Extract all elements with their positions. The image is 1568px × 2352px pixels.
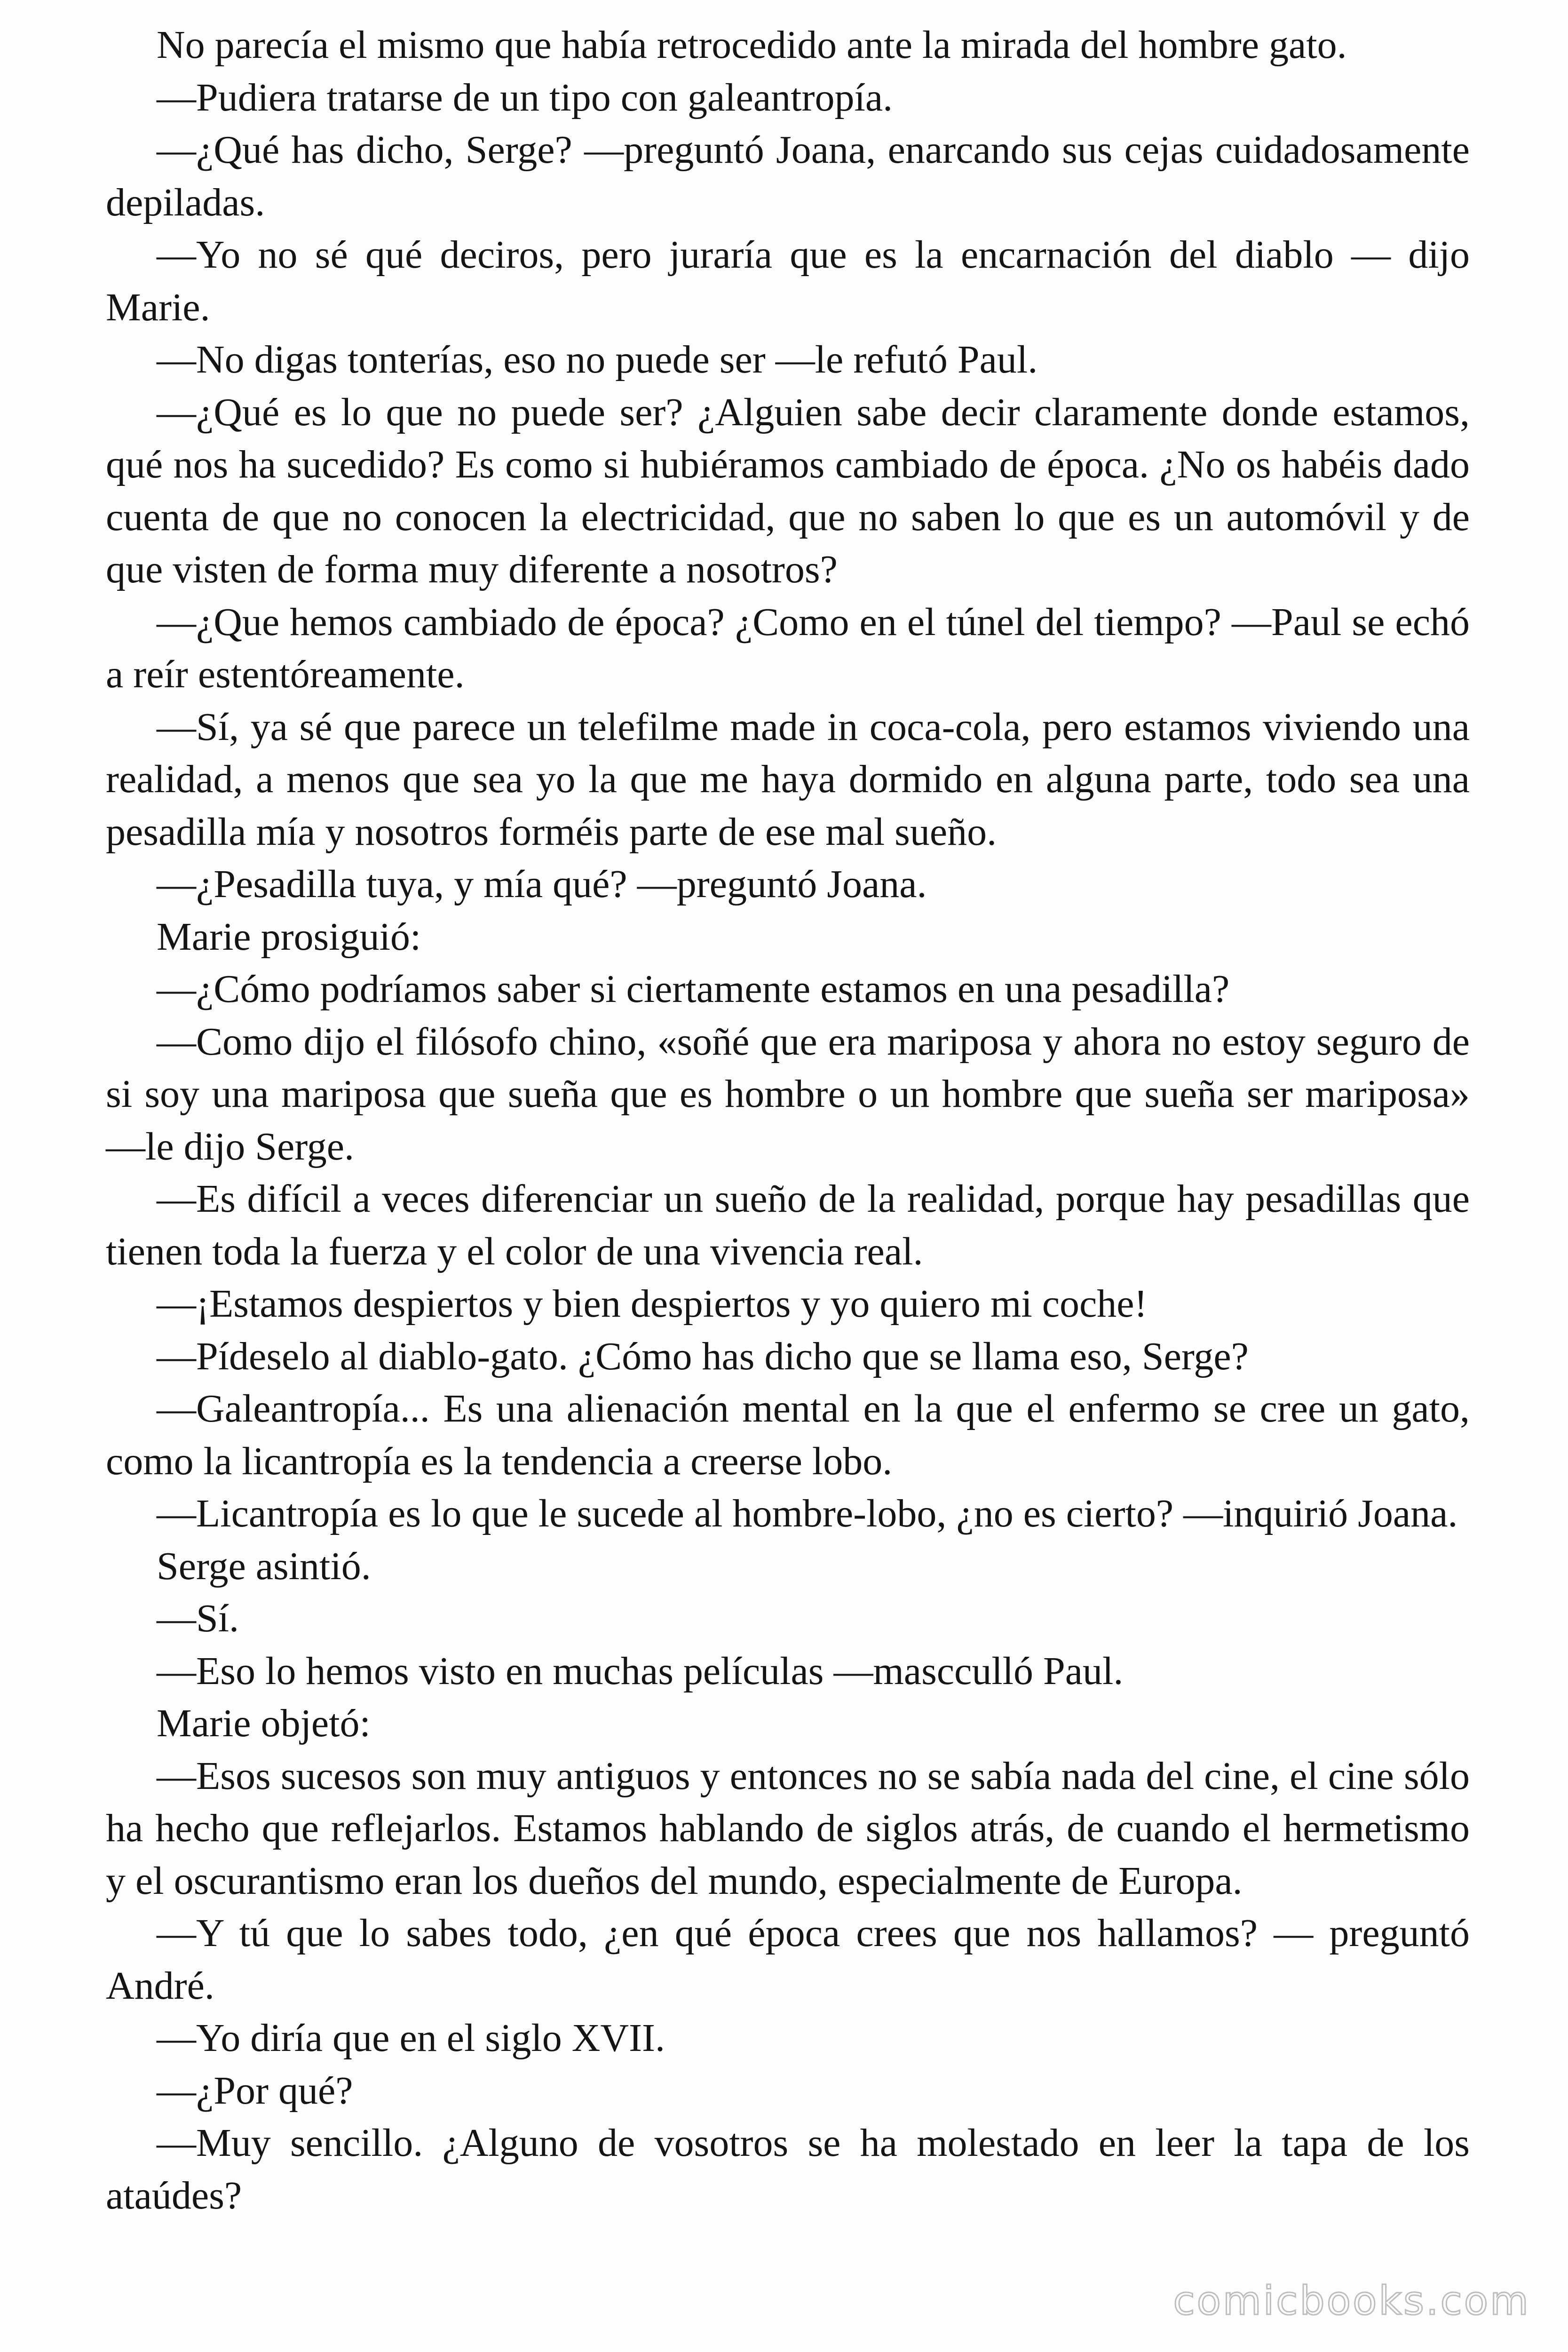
paragraph: —¿Qué es lo que no puede ser? ¿Alguien sabe decir claramente donde estamos, qué nos ha sucedido? Es como si hubiéramos cambiado de época. ¿No os habéis dado cuenta de que no conocen la electricidad, que no saben lo que es un automóvil y de que visten de forma muy diferente a nosotros? — [106, 390, 1470, 591]
paragraph: —Yo no sé qué deciros, pero juraría que es la encarnación del diablo — dijo Marie. — [106, 233, 1470, 329]
paragraph: —Pídeselo al diablo-gato. ¿Cómo has dicho que se llama eso, Serge? — [157, 1334, 1249, 1378]
paragraph: —Galeantropía... Es una alienación mental en la que el enfermo se cree un gato, como la licantropía es la tendencia a creerse lobo. — [106, 1387, 1470, 1483]
watermark: comicbooks.com — [1173, 2278, 1530, 2324]
paragraph: —Eso lo hemos visto en muchas películas —mascculló Paul. — [157, 1649, 1124, 1693]
paragraph: —Sí. — [157, 1597, 239, 1640]
paragraph: —Como dijo el filósofo chino, «soñé que era mariposa y ahora no estoy seguro de si soy una mariposa que sueña que es hombre o un hombre que sueña ser mariposa» —le dijo Serge. — [106, 1019, 1470, 1168]
paragraph: —¿Qué has dicho, Serge? —preguntó Joana, enarcando sus cejas cuidadosamente depiladas. — [106, 128, 1470, 224]
paragraph: Marie prosiguió: — [157, 914, 421, 959]
paragraph: No parecía el mismo que había retrocedido ante la mirada del hombre gato. — [157, 23, 1347, 67]
paragraph: —Y tú que lo sabes todo, ¿en qué época crees que nos hallamos? — preguntó André. — [106, 1911, 1470, 2008]
paragraph: —Muy sencillo. ¿Alguno de vosotros se ha molestado en leer la tapa de los ataúdes? — [106, 2121, 1470, 2217]
paragraph: —¿Cómo podríamos saber si ciertamente estamos en una pesadilla? — [157, 967, 1230, 1011]
paragraph: —Sí, ya sé que parece un telefilme made in coca-cola, pero estamos viviendo una realidad, a menos que sea yo la que me haya dormido en alguna parte, todo sea una pesadilla mía y nosotros forméis parte de ese mal sueño. — [106, 705, 1470, 854]
paragraph: —Es difícil a veces diferenciar un sueño de la realidad, porque hay pesadillas que tienen toda la fuerza y el color de una vivencia real. — [106, 1177, 1470, 1273]
paragraph: —¿Por qué? — [157, 2068, 353, 2113]
paragraph: Serge asintió. — [157, 1544, 371, 1588]
paragraph: —¡Estamos despiertos y bien despiertos y yo quiero mi coche! — [157, 1282, 1148, 1326]
paragraph: —Esos sucesos son muy antiguos y entonces no se sabía nada del cine, el cine sólo ha hecho que reflejarlos. Estamos hablando de siglos atrás, de cuando el hermetismo y el oscurantismo eran los dueños del mundo, especialmente de Europa. — [106, 1754, 1470, 1903]
paragraph: —Pudiera tratarse de un tipo con galeantropía. — [157, 75, 893, 119]
paragraph: Marie objetó: — [157, 1701, 371, 1745]
paragraph: —No digas tonterías, eso no puede ser —le refutó Paul. — [157, 338, 1038, 381]
paragraph: —¿Que hemos cambiado de época? ¿Como en el túnel del tiempo? —Paul se echó a reír estentóreamente. — [106, 600, 1470, 696]
paragraph: —Licantropía es lo que le sucede al hombre-lobo, ¿no es cierto? —inquirió Joana. — [157, 1492, 1458, 1535]
paragraph: —¿Pesadilla tuya, y mía qué? —preguntó Joana. — [157, 862, 927, 906]
book-page-text — [106, 19, 1470, 2222]
paragraph: —Yo diría que en el siglo XVII. — [157, 2016, 665, 2060]
